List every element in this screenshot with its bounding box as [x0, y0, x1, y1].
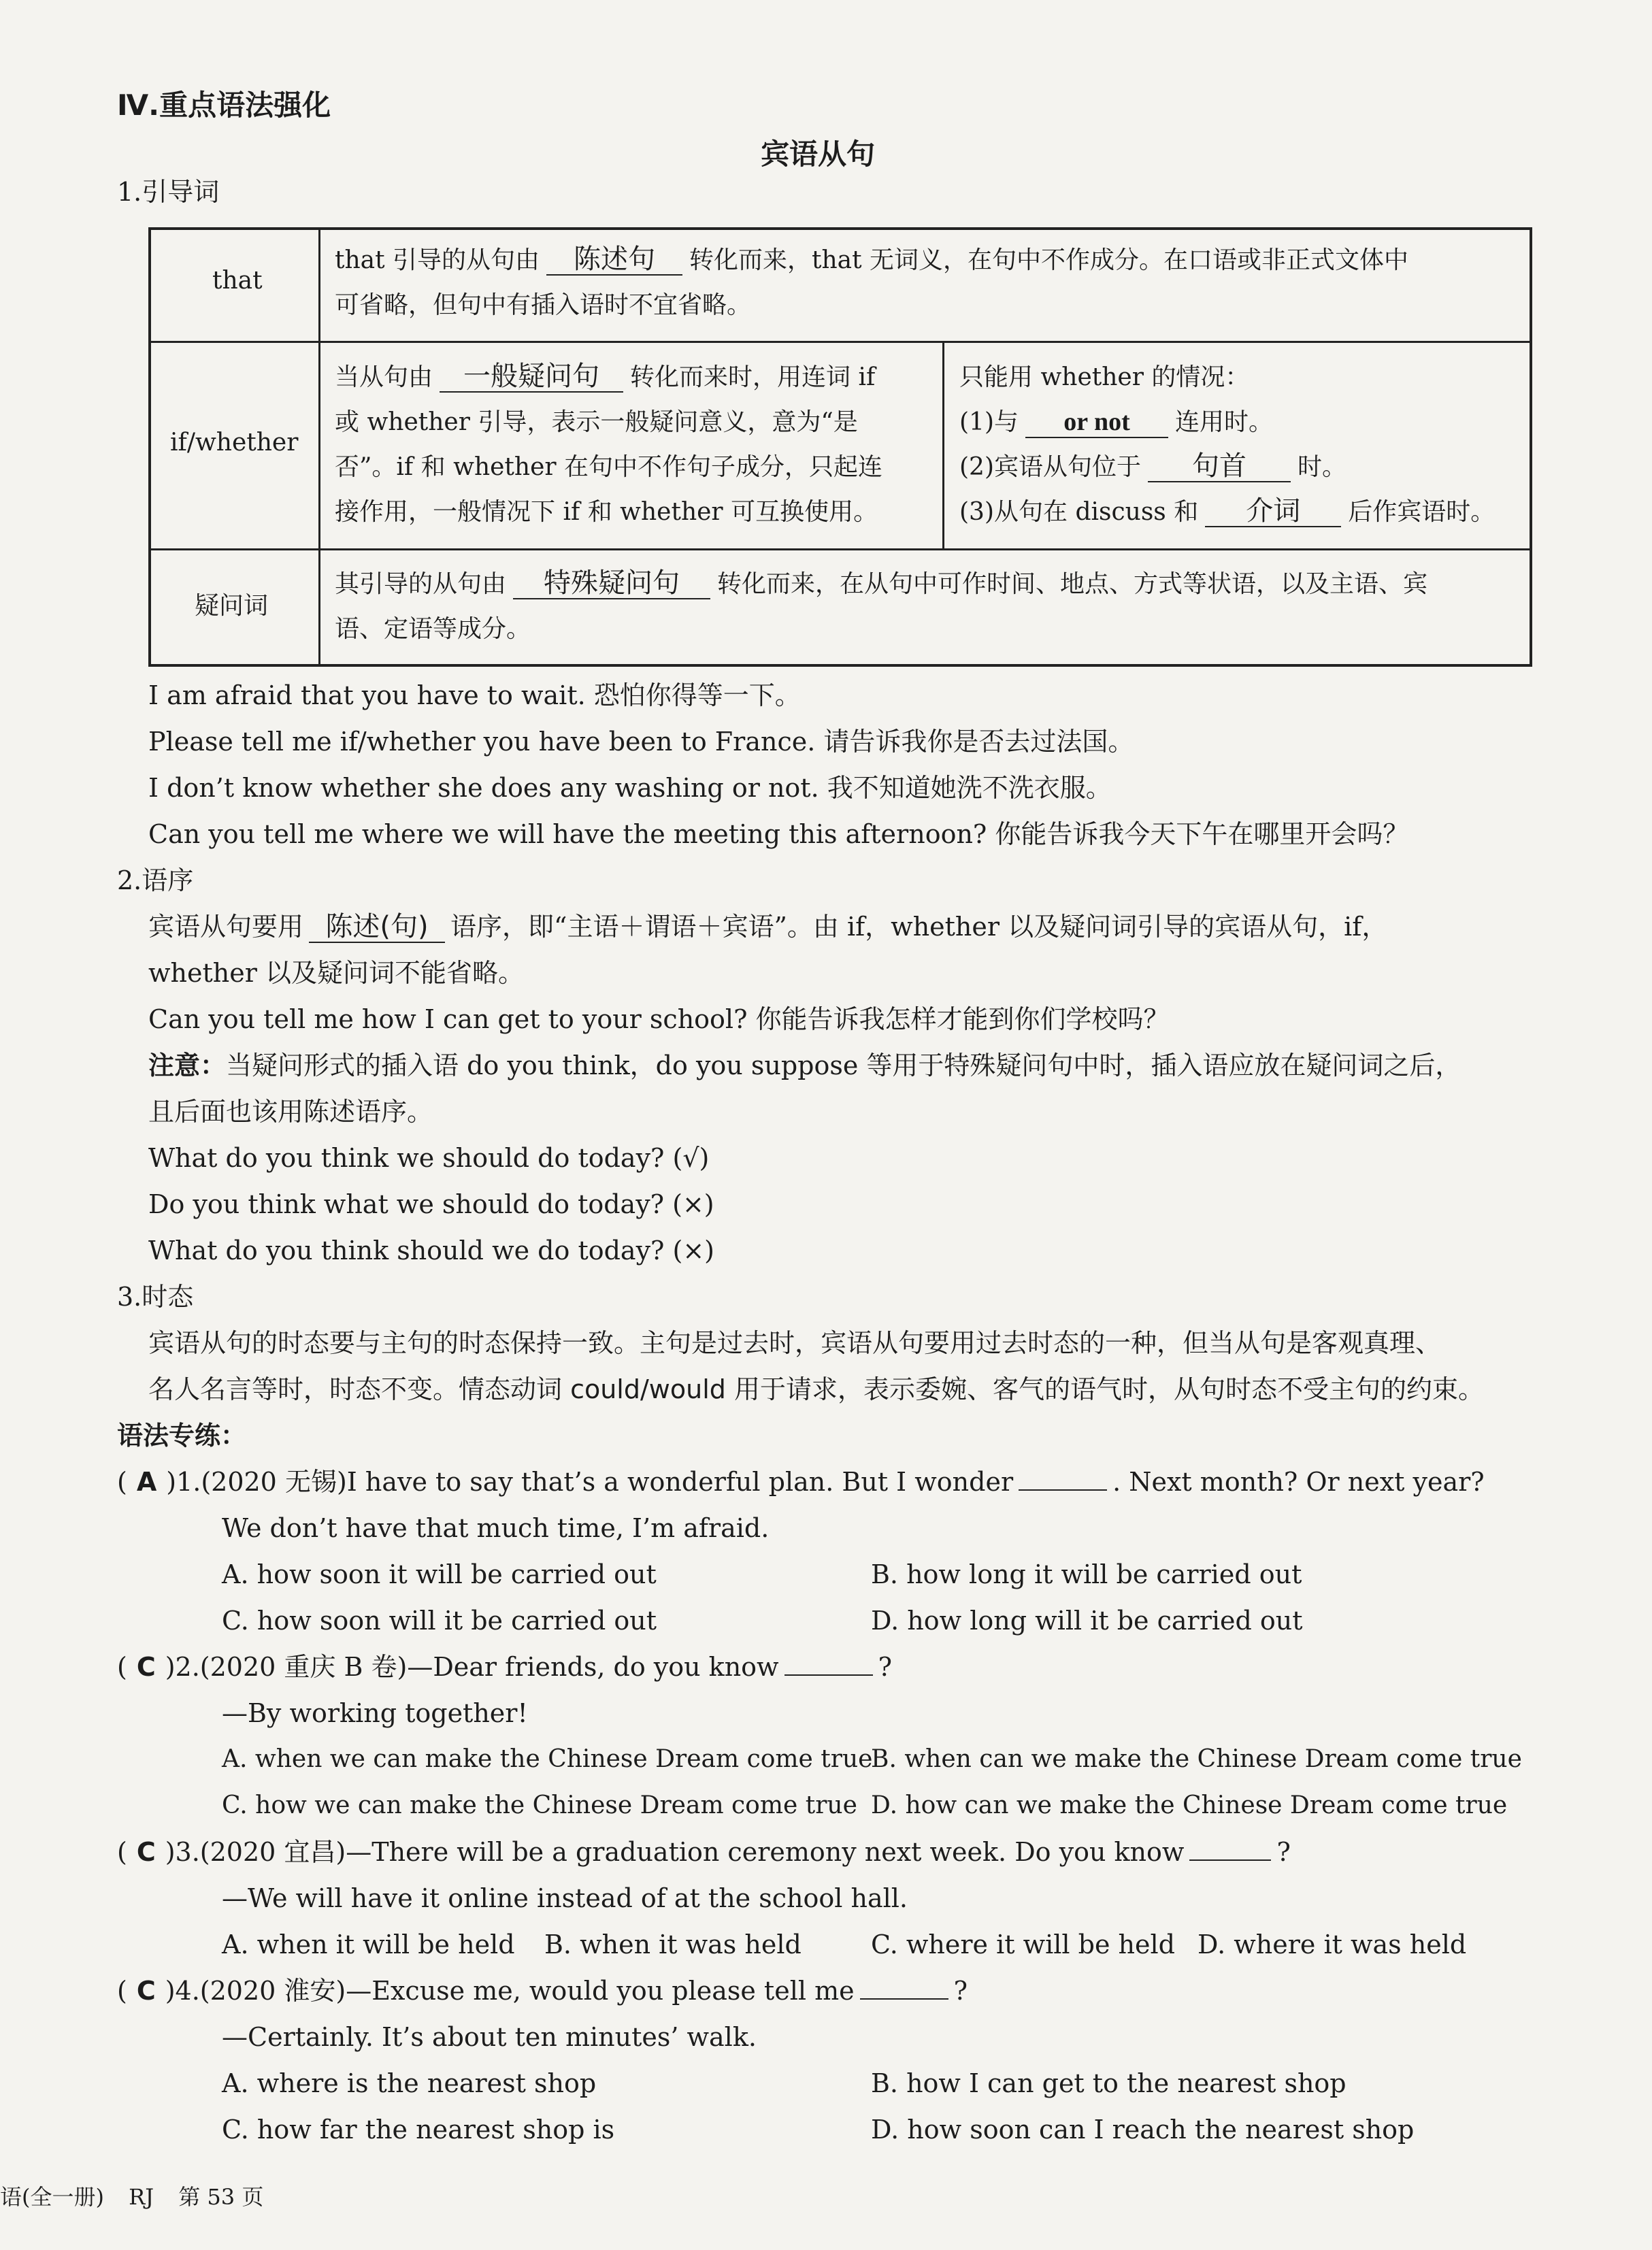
question-2-option-d[interactable]: D. how can we make the Chinese Dream come true: [871, 1791, 1508, 1819]
answer-blank-wh: 特殊疑问句: [513, 568, 710, 599]
ifwhether-right-line2: (1)与 or not 连用时。: [959, 400, 1273, 445]
check-example-2: Do you think what we should do today? (×): [148, 1189, 714, 1219]
row-label-wh: 疑问词: [195, 592, 269, 620]
that-line2: 可省略，但句中有插入语时不宜省略。: [335, 291, 752, 319]
row-label-that: that: [212, 267, 263, 295]
note-label: 注意：: [148, 1050, 227, 1080]
footer-edition: RJ: [129, 2184, 154, 2210]
question-1-blank[interactable]: [1019, 1489, 1107, 1491]
question-3-line2: —We will have it online instead of at the school hall.: [222, 1883, 908, 1913]
question-1-answer: A: [136, 1467, 157, 1497]
question-1-stem: ( A )1.(2020 无锡)I have to say that’s a wonderful plan. But I wonder . Next month? Or next year?: [117, 1467, 1485, 1497]
ifwhether-left-line3: 否”。if 和 whether 在句中不作句子成分，只起连: [335, 453, 883, 481]
example-4: Can you tell me where we will have the meeting this afternoon? 你能告诉我今天下午在哪里开会吗？: [148, 819, 1409, 849]
that-line1: that 引导的从句由 陈述句 转化而来，that 无词义，在句中不作成分。在口语或非正式文体中: [335, 244, 1409, 275]
part2-heading: 2.语序: [117, 865, 194, 895]
answer-blank-that: 陈述句: [546, 244, 682, 276]
question-4-line2: —Certainly. It’s about ten minutes’ walk.: [222, 2022, 757, 2052]
part2-line1: 宾语从句要用 陈述(句) 语序，即“主语＋谓语＋宾语”。由 if，whether 以及疑问词引导的宾语从句，if，: [148, 911, 1388, 942]
question-4-option-a[interactable]: A. where is the nearest shop: [222, 2068, 597, 2098]
question-2-option-c[interactable]: C. how we can make the Chinese Dream come true: [222, 1791, 857, 1819]
question-3-option-b[interactable]: B. when it was held: [544, 1930, 802, 1959]
question-3-option-a[interactable]: A. when it will be held: [222, 1930, 515, 1959]
row-label-ifwhether: if/whether: [170, 429, 299, 457]
ifwhether-left-line4: 接作用，一般情况下 if 和 whether 可互换使用。: [335, 498, 878, 526]
part3-line1: 宾语从句的时态要与主句的时态保持一致。主句是过去时，宾语从句要用过去时态的一种，但当从句是客观真理、: [148, 1328, 1442, 1358]
topic-title: 宾语从句: [761, 137, 876, 171]
answer-blank-ifwhether-3: 句首: [1148, 451, 1291, 482]
question-4-answer: C: [136, 1976, 156, 2006]
question-3-option-c[interactable]: C. where it will be held: [871, 1930, 1176, 1959]
question-1-option-b[interactable]: B. how long it will be carried out: [871, 1559, 1302, 1589]
answer-blank-word-order: 陈述(句): [309, 912, 445, 943]
footer-page: 第 53 页: [178, 2184, 264, 2210]
part2-line2: whether 以及疑问词不能省略。: [148, 958, 524, 988]
part3-heading: 3.时态: [117, 1282, 194, 1312]
question-1-option-a[interactable]: A. how soon it will be carried out: [222, 1559, 657, 1589]
check-example-3: What do you think should we do today? (×): [148, 1236, 714, 1265]
question-4-option-b[interactable]: B. how I can get to the nearest shop: [871, 2068, 1347, 2098]
ifwhether-right-line4: (3)从句在 discuss 和 介词 后作宾语时。: [959, 495, 1496, 527]
question-3-answer: C: [136, 1837, 156, 1867]
question-4-option-d[interactable]: D. how soon can I reach the nearest shop: [871, 2115, 1415, 2145]
question-2-option-a[interactable]: A. when we can make the Chinese Dream come true: [222, 1745, 873, 1773]
part2-example: Can you tell me how I can get to your school? 你能告诉我怎样才能到你们学校吗？: [148, 1004, 1170, 1034]
question-4-blank[interactable]: [860, 1998, 948, 2000]
footer-book: 语(全一册): [0, 2184, 104, 2210]
question-3-blank[interactable]: [1189, 1859, 1271, 1861]
question-2-answer: C: [136, 1652, 156, 1682]
section-title: Ⅳ.重点语法强化: [117, 88, 331, 122]
answer-blank-ifwhether-1: 一般疑问句: [440, 361, 623, 393]
question-4-stem: ( C )4.(2020 淮安)—Excuse me, would you please tell me ?: [117, 1976, 968, 2006]
question-2-blank[interactable]: [784, 1674, 873, 1676]
example-1: I am afraid that you have to wait. 恐怕你得等一下。: [148, 680, 801, 710]
note-line1: 注意：当疑问形式的插入语 do you think，do you suppose 等用于特殊疑问句中时，插入语应放在疑问词之后，: [148, 1050, 1461, 1080]
question-1-line2: We don’t have that much time, I’m afraid.: [222, 1513, 770, 1543]
example-2: Please tell me if/whether you have been to France. 请告诉我你是否去过法国。: [148, 727, 1134, 757]
question-3-stem: ( C )3.(2020 宜昌)—There will be a graduation ceremony next week. Do you know ?: [117, 1837, 1291, 1867]
example-3: I don’t know whether she does any washing or not. 我不知道她洗不洗衣服。: [148, 773, 1112, 803]
part1-heading: 1.引导词: [117, 177, 220, 207]
part3-line2: 名人名言等时，时态不变。情态动词 could/would 用于请求，表示委婉、客气的语气时，从句时态不受主句的约束。: [148, 1374, 1484, 1404]
question-1-option-c[interactable]: C. how soon will it be carried out: [222, 1606, 657, 1636]
question-4-option-c[interactable]: C. how far the nearest shop is: [222, 2115, 615, 2145]
ifwhether-left-line1: 当从句由 一般疑问句 转化而来时，用连词 if: [335, 361, 876, 392]
page-footer: [0, 2180, 263, 2211]
question-3-option-d[interactable]: D. where it was held: [1197, 1930, 1467, 1959]
ifwhether-right-line1: 只能用 whether 的情况：: [959, 363, 1250, 391]
ifwhether-right-line3: (2)宾语从句位于 句首 时。: [959, 450, 1347, 482]
wh-line1: 其引导的从句由 特殊疑问句 转化而来，在从句中可作时间、地点、方式等状语，以及主语、宾: [335, 567, 1428, 599]
question-2-option-b[interactable]: B. when can we make the Chinese Dream come true: [871, 1745, 1522, 1773]
question-1-option-d[interactable]: D. how long will it be carried out: [871, 1606, 1303, 1636]
question-2-line2: —By working together!: [222, 1698, 528, 1728]
ifwhether-left-line2: 或 whether 引导，表示一般疑问意义，意为“是: [335, 408, 858, 436]
practice-heading: 语法专练：: [117, 1421, 247, 1451]
wh-line2: 语、定语等成分。: [335, 615, 531, 643]
answer-blank-ifwhether-2: or not: [1025, 407, 1168, 438]
note-line2: 且后面也该用陈述语序。: [148, 1097, 433, 1127]
question-2-stem: ( C )2.(2020 重庆 B 卷)—Dear friends, do you know ?: [117, 1652, 892, 1682]
answer-blank-ifwhether-4: 介词: [1205, 496, 1341, 527]
check-example-1: What do you think we should do today? (√): [148, 1143, 710, 1173]
